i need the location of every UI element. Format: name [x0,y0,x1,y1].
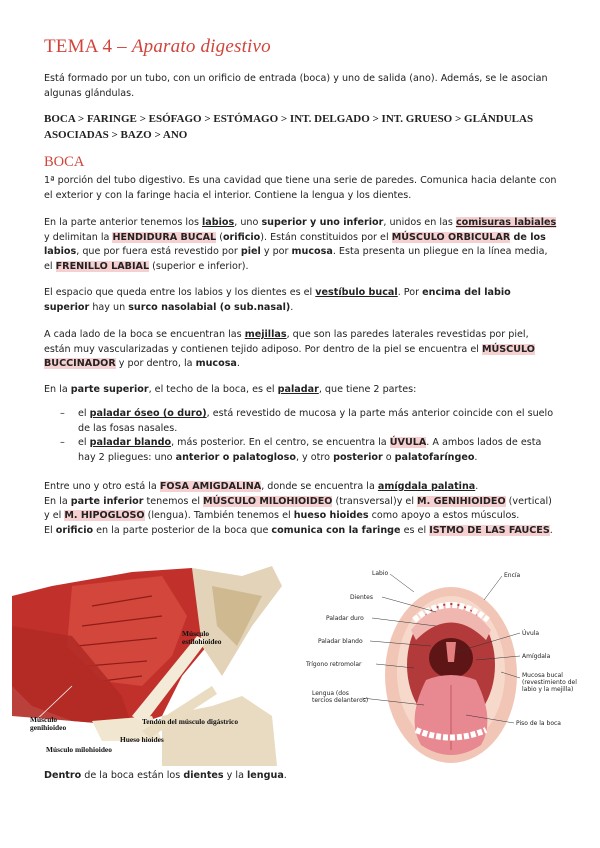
closing-sentence: Dentro de la boca están los dientes y la lengua. [44,770,287,781]
label-amigdala: Amígdala [522,653,551,660]
label-labio: Labio [372,570,389,577]
paragraph-1: 1ª porción del tubo digestivo. Es una cavidad que tiene una serie de paredes. Comunica hacia delante con el exterior y con la faringe hacia el interior. Contiene la lengua y los dientes. [44,175,557,201]
label-estilohioideo: Músculo estilohioideo [182,629,222,646]
label-hueso-hioides: Hueso hioides [120,735,164,744]
label-dientes: Dientes [350,594,373,601]
label-leader-lines [296,560,596,770]
paragraph-paladar: En la parte superior, el techo de la boca, es el paladar, que tiene 2 partes: [44,384,417,395]
title-subject: Aparato digestivo [131,36,271,57]
label-lengua: Lengua (dos tercios delanteros) [312,690,369,704]
paragraph-fosa: Entre uno y otro está la FOSA AMIGDALINA, donde se encuentra la amígdala palatina. En la parte inferior tenemos el MÚSCULO MILOHIOIDEO (transversal)y el M. GENIHIOIDEO (vertical) y el M. HIPOGLOSO (lengua). También tenemos el hueso hioides como apoyo a estos músculos. El orificio en la parte posterior de la boca que comunica con la faringe es el ISTMO DE LAS FAUCES. [44,481,553,536]
label-milohioideo: Músculo milohioideo [46,745,112,754]
section-heading: BOCA [44,154,85,170]
label-piso: Piso de la boca [516,720,561,727]
organ-sequence: BOCA > FARINGE > ESÓFAGO > ESTÓMAGO > INT. DELGADO > INT. GRUESO > GLÁNDULAS ASOCIADAS > BAZO > ANO [44,113,534,141]
paragraph-labios: En la parte anterior tenemos los labios, uno superior y uno inferior, unidos en las comisuras labiales y delimitan la HENDIDURA BUCAL (orificio). Están constituidos por el MÚSCULO ORBICULAR de los labios, que por fuera está revestido por piel y por mucosa. Esta presenta un pliegue en la línea media, el FRENILLO LABIAL (superior e inferior). [44,217,557,272]
label-paladar-duro: Paladar duro [326,615,364,622]
list-item: – el paladar blando, más posterior. En el centro, se encuentra la ÚVULA. A ambos lados de esta hay 2 pliegues: uno anterior o palatogloso, y otro posterior o palatofaríngeo. [60,436,558,465]
label-tendon: Tendón del músculo digástrico [142,717,239,726]
paragraph-vestibulo: El espacio que queda entre los labios y los dientes es el vestíbulo bucal. Por encima del labio superior hay un surco nasolabial (o sub.nasal). [44,287,511,313]
intro-paragraph: Está formado por un tubo, con un orificio de entrada (boca) y uno de salida (ano). Además, se le asocian algunas glándulas. [44,73,548,99]
label-encia: Encía [504,572,521,579]
label-genihioideo: Músculo genihioideo [30,715,67,732]
label-trigono: Trígono retromolar [306,661,362,668]
page-title [44,36,271,58]
paragraph-mejillas: A cada lado de la boca se encuentran las mejillas, que son las paredes laterales revestidas por piel, están muy vascularizadas y contienen tejido adiposo. Por dentro de la piel se encuentra el MÚSCULO BUCCINADOR y por dentro, la mucosa. [44,329,535,370]
figure-mouth-floor-muscles [12,566,287,766]
figure-open-mouth [296,560,596,770]
label-mucosa: Mucosa bucal (revestimiento del labio y la mejilla) [522,672,577,693]
list-item: – el paladar óseo (o duro), está revestido de mucosa y la parte más anterior coincide con el suelo de las fosas nasales. [60,407,558,436]
paladar-list [60,407,558,465]
title-prefix: TEMA 4 – [44,36,132,57]
label-uvula: Úvula [522,630,540,637]
label-paladar-blando: Paladar blando [318,638,363,645]
